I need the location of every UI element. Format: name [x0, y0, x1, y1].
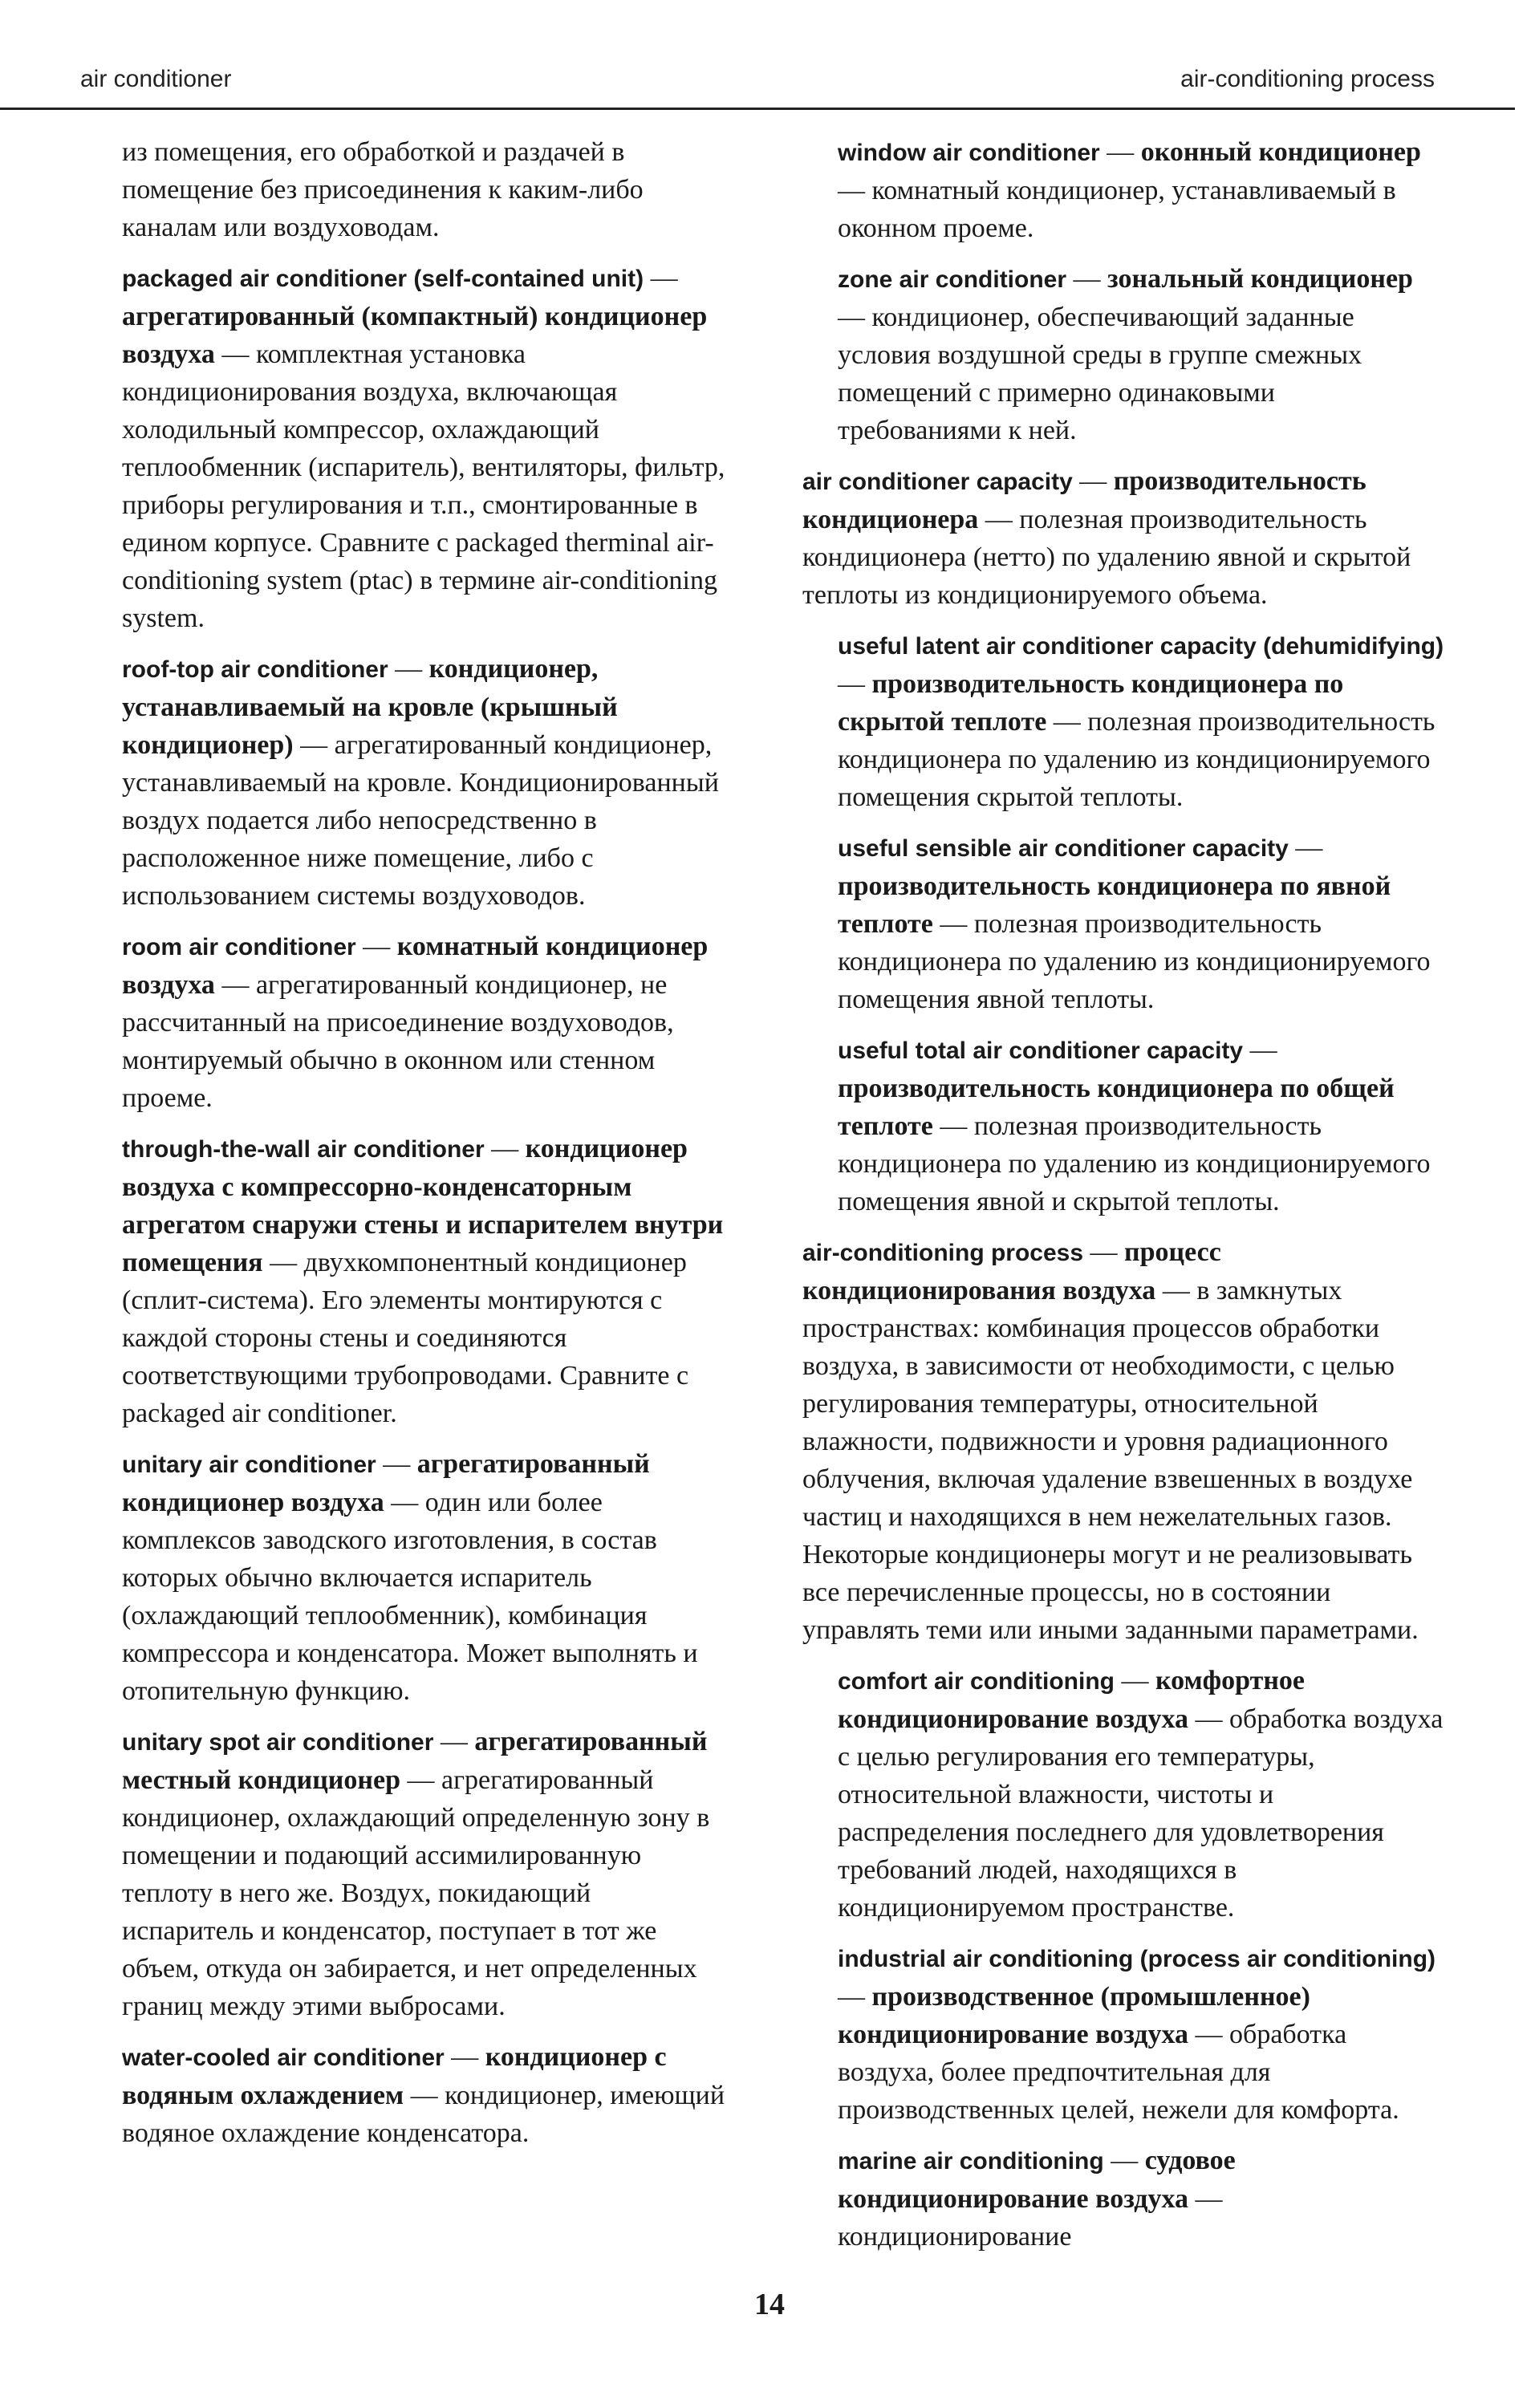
- entry-dash: —: [1155, 1276, 1197, 1306]
- dictionary-entry: [122, 259, 725, 637]
- entry-definition: полезная производительность кондиционера (нетто) по удалению явной и скрытой теплоты из кондиционируемого объема.: [802, 505, 1411, 610]
- dictionary-entry: [122, 650, 725, 915]
- entry-definition: полезная производительность кондиционера по удалению из кондиционируемого помещения явной теплоты.: [838, 909, 1431, 1014]
- entry-dash: —: [1188, 2020, 1230, 2049]
- entry-definition: обработка воздуха с целью регулирования его температуры, относительной влажности, чистоты и распределения последнего для удовлетворения требований людей, находящихся в кондиционируемом пространстве.: [838, 1704, 1444, 1923]
- dictionary-entry-continued: [122, 133, 725, 246]
- entry-translation: процесс кондиционирования воздуха: [802, 1237, 1221, 1306]
- entry-definition: агрегатированный кондиционер, устанавливаемый на кровле. Кондиционированный воздух подается либо непосредственно в расположенное ниже помещение, либо с использованием системы воздуховодов.: [122, 730, 719, 911]
- dictionary-entry: [122, 1723, 725, 2025]
- entry-dash: —: [838, 669, 872, 699]
- entry-translation: кондиционер, устанавливаемый на кровле (крышный кондиционер): [122, 654, 618, 760]
- entry-headword: air conditioner capacity: [802, 469, 1073, 495]
- entry-translation: производительность кондиционера по явной теплоте: [838, 871, 1391, 939]
- entry-dash: —: [1115, 1666, 1155, 1695]
- dictionary-entry: [802, 462, 1444, 614]
- entry-dash: —: [838, 303, 872, 332]
- entry-translation: кондиционер воздуха с компрессорно-конденсаторным агрегатом снаружи стены и испарителем внутри помещения: [122, 1134, 724, 1277]
- entry-dash: —: [400, 1765, 441, 1795]
- entry-headword: comfort air conditioning: [838, 1668, 1115, 1695]
- entry-dash: —: [1083, 1237, 1125, 1267]
- dictionary-entry: [122, 1130, 725, 1432]
- entry-translation: производительность кондиционера по скрытой теплоте: [838, 669, 1344, 737]
- entry-definition: из помещения, его обработкой и раздачей в помещение без присоединения к каким-либо каналам или воздуховодам.: [122, 137, 644, 242]
- entry-translation: агрегатированный местный кондиционер: [122, 1727, 708, 1795]
- entry-definition: комплектная установка кондиционирования воздуха, включающая холодильный компрессор, охлаждающий теплообменник (испаритель), вентиляторы, фильтр, приборы регулирования и т.п., смонтированные в едином корпусе. Сравните с packaged therminal air-conditioning system (ptac) в термине air-conditioning system.: [122, 339, 725, 633]
- entry-headword: unitary air conditioner: [122, 1452, 376, 1478]
- entry-dash: —: [1188, 2184, 1223, 2214]
- dictionary-subentry: [838, 133, 1444, 247]
- entry-headword: through-the-wall air conditioner: [122, 1136, 485, 1163]
- dictionary-entry: [122, 1445, 725, 1710]
- entry-definition: двухкомпонентный кондиционер (сплит-система). Его элементы монтируются с каждой стороны стены и соединяются соответствующими трубопроводами. Сравните с packaged air conditioner.: [122, 1248, 689, 1428]
- entry-dash: —: [1072, 466, 1114, 496]
- entry-definition: кондиционирование: [838, 2222, 1072, 2252]
- entry-translation: производственное (промышленное) кондиционирование воздуха: [838, 1982, 1310, 2049]
- entry-translation: производительность кондиционера по общей теплоте: [838, 1074, 1395, 1141]
- dictionary-subentry: [838, 2142, 1444, 2256]
- dictionary-entry: [802, 1233, 1444, 1649]
- entry-headword: roof-top air conditioner: [122, 656, 388, 683]
- entry-dash: —: [1188, 1704, 1230, 1734]
- entry-dash: —: [484, 1134, 526, 1163]
- entry-dash: —: [1066, 264, 1108, 294]
- entry-definition: полезная производительность кондиционера по удалению из кондиционируемого помещения явной и скрытой теплоты.: [838, 1111, 1431, 1216]
- entry-dash: —: [376, 1449, 417, 1479]
- entry-headword: room air conditioner: [122, 934, 356, 960]
- dictionary-subentry: [838, 1939, 1444, 2129]
- entry-headword: marine air conditioning: [838, 2148, 1104, 2175]
- entry-translation: зональный кондиционер: [1107, 264, 1413, 294]
- entry-headword: industrial air conditioning (process air conditioning): [838, 1946, 1436, 1972]
- entry-definition: в замкнутых пространствах: комбинация процессов обработки воздуха, в зависимости от необходимости, с целью регулирования температуры, относительной влажности, подвижности и уровня радиационного облучения, включая удаление взвешенных в воздухе частиц и находящихся в нем нежелательных газов. Некоторые кондиционеры могут и не реализовывать все перечисленные процессы, но в состоянии управлять теми или иными заданными параметрами.: [802, 1276, 1419, 1645]
- entry-dash: —: [433, 1727, 475, 1756]
- entry-dash: —: [644, 263, 678, 293]
- entry-dash: —: [932, 1111, 974, 1141]
- entry-dash: —: [932, 909, 974, 939]
- right-column: [802, 133, 1444, 2268]
- entry-dash: —: [262, 1248, 304, 1277]
- entry-dash: —: [978, 505, 1020, 534]
- entry-dash: —: [293, 730, 335, 760]
- entry-dash: —: [444, 2042, 485, 2072]
- page-number: 14: [754, 2288, 785, 2321]
- entry-definition: кондиционер, обеспечивающий заданные условия воздушной среды в группе смежных помещений с примерно одинаковыми требованиями к ней.: [838, 303, 1362, 445]
- entry-dash: —: [838, 176, 872, 205]
- entry-translation: кондиционер с водяным охлаждением: [122, 2042, 667, 2110]
- entry-dash: —: [355, 932, 397, 961]
- entry-headword: window air conditioner: [838, 140, 1100, 166]
- entry-definition: один или более комплексов заводского изготовления, в состав которых обычно включается испаритель (охлаждающий теплообменник), комбинация компрессора и конденсатора. Может выполнять и отопительную функцию.: [122, 1488, 698, 1706]
- entry-definition: обработка воздуха, более предпочтительная для производственных целей, нежели для комфорта.: [838, 2020, 1399, 2125]
- entry-headword: air-conditioning process: [802, 1240, 1084, 1266]
- entry-headword: useful total air conditioner capacity: [838, 1038, 1244, 1064]
- entry-definition: кондиционер, имеющий водяное охлаждение конденсатора.: [122, 2081, 725, 2148]
- entry-dash: —: [1103, 2146, 1145, 2175]
- entry-headword: useful latent air conditioner capacity (dehumidifying): [838, 633, 1444, 660]
- entry-translation: агрегатированный кондиционер воздуха: [122, 1449, 650, 1517]
- entry-dash: —: [1288, 833, 1323, 863]
- dictionary-subentry: [838, 1662, 1444, 1927]
- entry-headword: zone air conditioner: [838, 266, 1067, 293]
- header-left-term: air conditioner: [80, 66, 232, 92]
- left-column: [122, 133, 725, 2165]
- entry-headword: water-cooled air conditioner: [122, 2045, 445, 2071]
- entry-dash: —: [838, 1982, 872, 2012]
- entry-definition: комнатный кондиционер, устанавливаемый в оконном проеме.: [838, 176, 1396, 243]
- entry-translation: производительность кондиционера: [802, 466, 1366, 534]
- dictionary-subentry: [838, 627, 1444, 816]
- dictionary-subentry: [838, 1031, 1444, 1220]
- entry-definition: агрегатированный кондиционер, охлаждающий определенную зону в помещении и подающий ассимилированную теплоту в него же. Воздух, покидающий испаритель и конденсатор, поступает в тот же объем, откуда он забирается, и нет определенных границ между этими выбросами.: [122, 1765, 710, 2021]
- entry-dash: —: [1046, 707, 1088, 737]
- dictionary-subentry: [838, 829, 1444, 1018]
- entry-translation: комнатный кондиционер воздуха: [122, 932, 709, 1000]
- entry-dash: —: [404, 2081, 445, 2110]
- entry-headword: unitary spot air conditioner: [122, 1729, 434, 1756]
- entry-headword: packaged air conditioner (self-contained unit): [122, 266, 644, 292]
- entry-translation: судовое кондиционирование воздуха: [838, 2146, 1236, 2214]
- entry-dash: —: [1099, 137, 1141, 167]
- entry-translation: комфортное кондиционирование воздуха: [838, 1666, 1306, 1734]
- entry-dash: —: [384, 1488, 425, 1517]
- dictionary-entry: [122, 928, 725, 1117]
- entry-dash: —: [388, 654, 429, 684]
- dictionary-entry: [122, 2038, 725, 2152]
- entry-definition: агрегатированный кондиционер, не рассчитанный на присоединение воздуховодов, монтируемый обычно в оконном или стенном проеме.: [122, 970, 674, 1113]
- entry-definition: полезная производительность кондиционера по удалению из кондиционируемого помещения скрытой теплоты.: [838, 707, 1435, 812]
- entry-translation: оконный кондиционер: [1140, 137, 1421, 167]
- entry-dash: —: [214, 970, 256, 1000]
- entry-dash: —: [1243, 1035, 1277, 1065]
- dictionary-subentry: [838, 260, 1444, 449]
- entry-translation: агрегатированный (компактный) кондиционер воздуха: [122, 302, 708, 369]
- header-right-term: air-conditioning process: [1180, 66, 1435, 92]
- entry-headword: useful sensible air conditioner capacity: [838, 835, 1289, 862]
- entry-dash: —: [214, 339, 256, 369]
- running-header: [0, 66, 1515, 110]
